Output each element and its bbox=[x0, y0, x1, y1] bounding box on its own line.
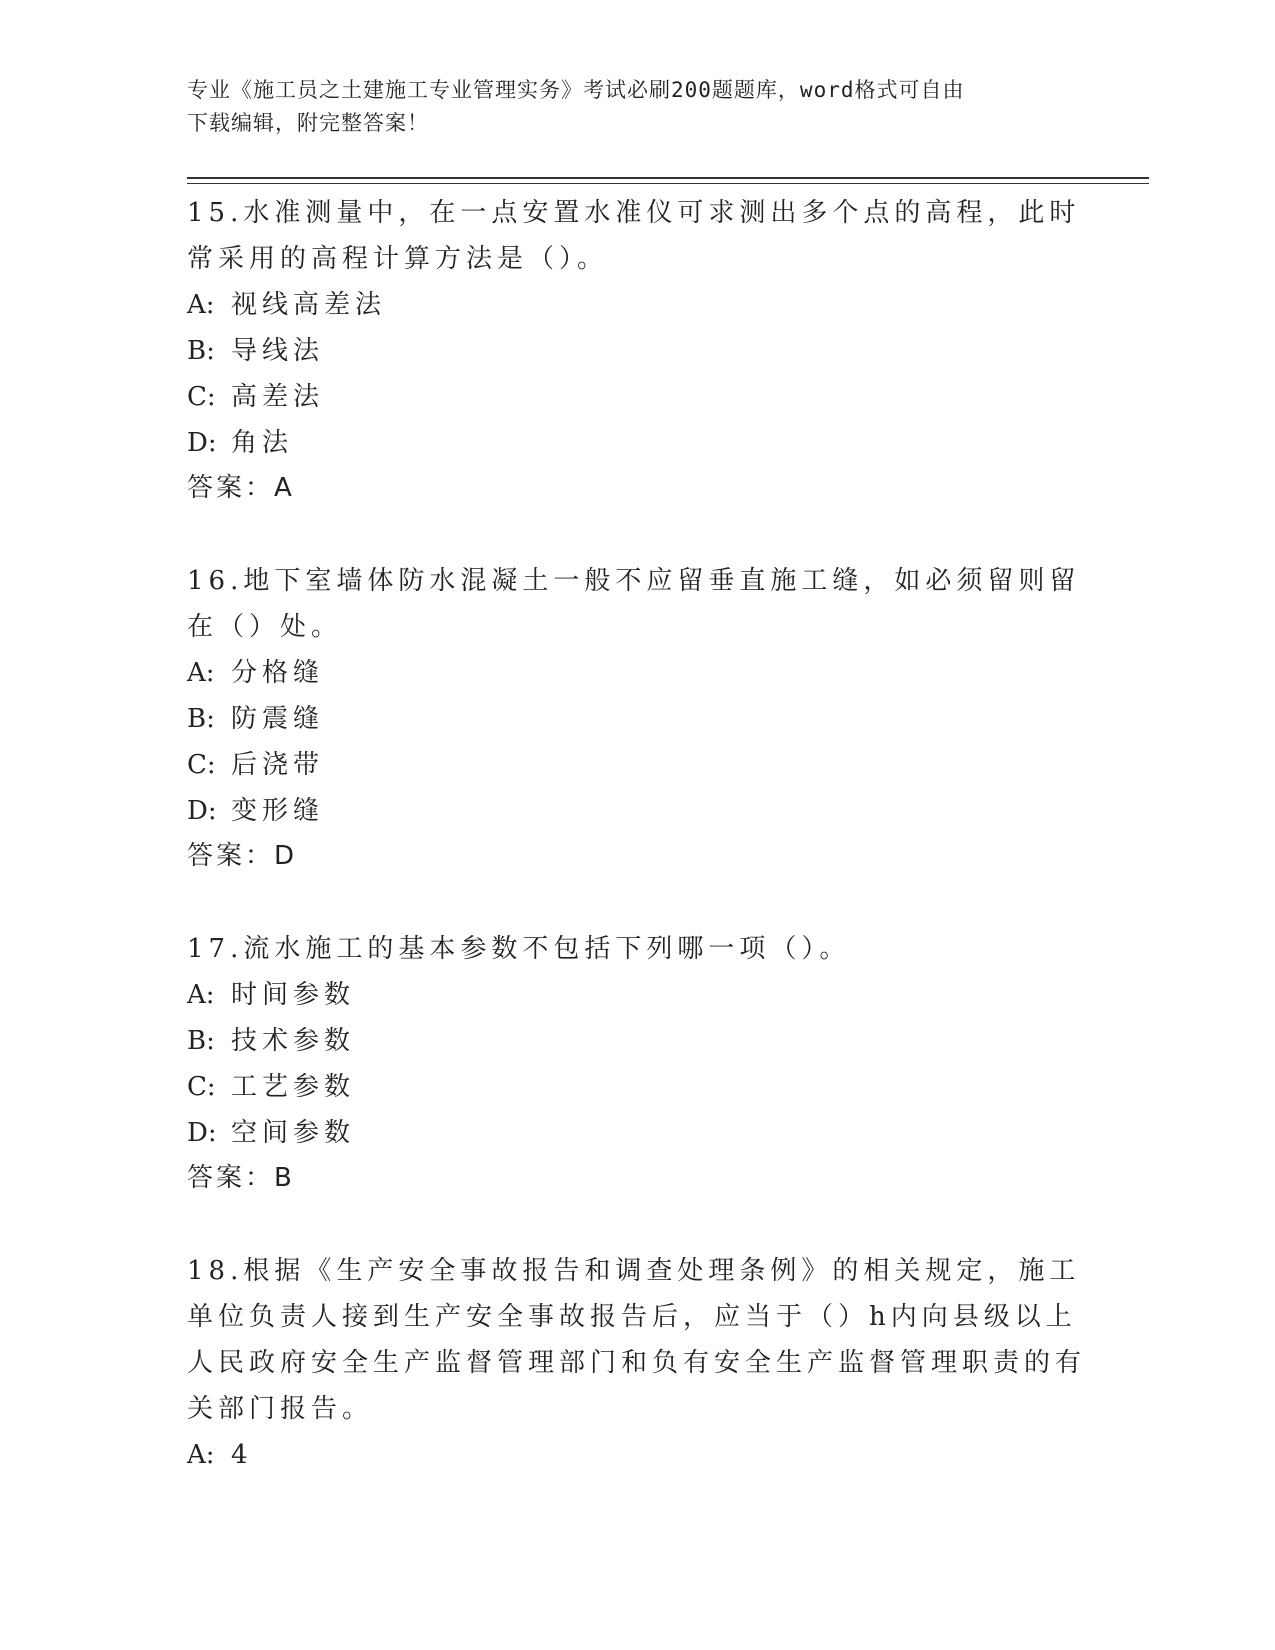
option-key: A: bbox=[187, 980, 215, 1010]
option-text: 导线法 bbox=[231, 336, 325, 366]
option-b bbox=[187, 696, 1087, 742]
option-text: 时间参数 bbox=[231, 980, 356, 1010]
option-b bbox=[187, 1018, 1087, 1064]
option-a bbox=[187, 972, 1087, 1018]
spacer bbox=[187, 878, 1087, 926]
question-text: 17.流水施工的基本参数不包括下列哪一项（）。 bbox=[187, 934, 851, 964]
option-a bbox=[187, 282, 1087, 328]
option-text: 高差法 bbox=[231, 382, 325, 412]
header-line-1: 专业《施工员之土建施工专业管理实务》考试必刷200题题库，word格式可自由 bbox=[187, 78, 965, 102]
option-key: A: bbox=[187, 1440, 215, 1470]
spacer bbox=[187, 510, 1087, 558]
option-text: 技术参数 bbox=[231, 1026, 356, 1056]
option-text: 空间参数 bbox=[231, 1118, 356, 1148]
option-key: A: bbox=[187, 290, 215, 320]
option-key: D: bbox=[187, 796, 217, 826]
answer: 答案：B bbox=[187, 1163, 295, 1193]
option-text: 视线高差法 bbox=[231, 290, 387, 320]
option-d bbox=[187, 1110, 1087, 1156]
option-text: 变形缝 bbox=[231, 796, 325, 826]
option-text: 4 bbox=[231, 1440, 253, 1470]
header-rule-thin bbox=[187, 183, 1149, 184]
option-b bbox=[187, 328, 1087, 374]
option-key: B: bbox=[187, 336, 215, 366]
option-key: D: bbox=[187, 1118, 217, 1148]
question-18 bbox=[187, 1248, 1087, 1478]
option-a bbox=[187, 1432, 1087, 1478]
spacer bbox=[187, 1200, 1087, 1248]
option-key: B: bbox=[187, 704, 215, 734]
option-c bbox=[187, 374, 1087, 420]
option-a bbox=[187, 650, 1087, 696]
document-header bbox=[187, 74, 1067, 140]
option-text: 工艺参数 bbox=[231, 1072, 356, 1102]
header-line-2: 下载编辑，附完整答案！ bbox=[187, 111, 429, 135]
answer: 答案：D bbox=[187, 841, 298, 871]
option-key: C: bbox=[187, 750, 216, 780]
option-c bbox=[187, 1064, 1087, 1110]
question-text: 18.根据《生产安全事故报告和调查处理条例》的相关规定，施工单位负责人接到生产安全事故报告后，应当于（）h内向县级以上人民政府安全生产监督管理部门和负有安全生产监督管理职责的有关部门报告。 bbox=[187, 1256, 1087, 1424]
header-rule-thick bbox=[187, 177, 1149, 179]
option-d bbox=[187, 420, 1087, 466]
option-text: 后浇带 bbox=[231, 750, 325, 780]
option-key: C: bbox=[187, 1072, 216, 1102]
question-text: 15.水准测量中，在一点安置水准仪可求测出多个点的高程，此时常采用的高程计算方法是（）。 bbox=[187, 198, 1081, 274]
question-15 bbox=[187, 190, 1087, 510]
option-key: B: bbox=[187, 1026, 215, 1056]
question-text: 16.地下室墙体防水混凝土一般不应留垂直施工缝，如必须留则留在（）处。 bbox=[187, 566, 1081, 642]
option-key: D: bbox=[187, 428, 217, 458]
question-17 bbox=[187, 926, 1087, 1200]
option-key: A: bbox=[187, 658, 215, 688]
option-key: C: bbox=[187, 382, 216, 412]
option-c bbox=[187, 742, 1087, 788]
option-text: 角法 bbox=[231, 428, 294, 458]
answer: 答案：A bbox=[187, 473, 295, 503]
question-16 bbox=[187, 558, 1087, 878]
option-text: 防震缝 bbox=[231, 704, 325, 734]
option-d bbox=[187, 788, 1087, 834]
option-text: 分格缝 bbox=[231, 658, 325, 688]
question-list bbox=[187, 190, 1087, 1478]
